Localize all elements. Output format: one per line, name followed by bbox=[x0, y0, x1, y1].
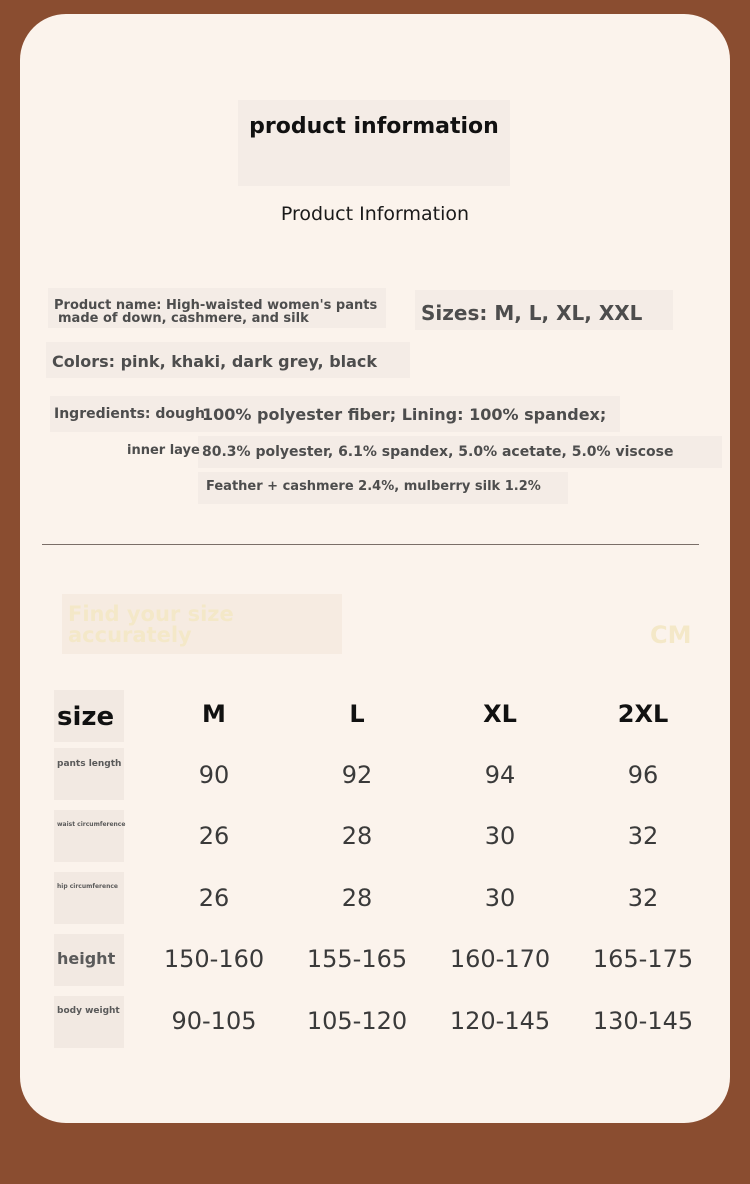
column-header-l: L bbox=[349, 700, 365, 728]
ingredients-line1: 100% polyester fiber; Lining: 100% spandex; bbox=[202, 405, 607, 424]
column-header-xl: XL bbox=[483, 700, 517, 728]
row-label-backdrop bbox=[54, 748, 124, 800]
table-cell: 120-145 bbox=[449, 1007, 551, 1035]
page-title: product information bbox=[249, 114, 499, 139]
table-cell: 26 bbox=[198, 822, 230, 850]
table-cell: 94 bbox=[484, 761, 516, 789]
title-backdrop bbox=[238, 100, 510, 186]
table-cell: 92 bbox=[341, 761, 373, 789]
faded-unit-label: CM bbox=[650, 621, 692, 649]
table-cell: 28 bbox=[341, 822, 373, 850]
column-header-2xl: 2XL bbox=[617, 700, 669, 728]
table-cell: 28 bbox=[341, 884, 373, 912]
table-cell: 26 bbox=[198, 884, 230, 912]
table-cell: 165-175 bbox=[592, 945, 694, 973]
table-cell: 160-170 bbox=[449, 945, 551, 973]
section-divider bbox=[42, 544, 699, 545]
column-header-m: M bbox=[202, 700, 226, 728]
table-cell: 32 bbox=[627, 822, 659, 850]
table-cell: 155-165 bbox=[306, 945, 408, 973]
row-label-height: height bbox=[57, 949, 116, 968]
faded-line1: Find your size bbox=[68, 602, 234, 626]
table-cell: 96 bbox=[627, 761, 659, 789]
table-cell: 150-160 bbox=[163, 945, 265, 973]
colors-text: Colors: pink, khaki, dark grey, black bbox=[52, 352, 378, 371]
inner-layer-label: inner laye bbox=[127, 443, 200, 458]
size-header-label: size bbox=[57, 702, 115, 732]
faded-line2: accurately bbox=[68, 623, 192, 647]
page-subtitle: Product Information bbox=[280, 203, 470, 225]
table-cell: 30 bbox=[484, 884, 516, 912]
row-label-backdrop bbox=[54, 872, 124, 924]
table-cell: 90-105 bbox=[171, 1007, 257, 1035]
row-label-waist-circumference: waist circumference bbox=[57, 821, 126, 828]
ingredients-line3: Feather + cashmere 2.4%, mulberry silk 1.2% bbox=[206, 479, 541, 494]
table-cell: 32 bbox=[627, 884, 659, 912]
table-cell: 105-120 bbox=[306, 1007, 408, 1035]
table-cell: 130-145 bbox=[592, 1007, 694, 1035]
table-cell: 90 bbox=[198, 761, 230, 789]
row-label-hip-circumference: hip circumference bbox=[57, 883, 118, 890]
sizes-text: Sizes: M, L, XL, XXL bbox=[421, 301, 643, 325]
product-name-line1: Product name: High-waisted women's pants bbox=[54, 298, 378, 313]
table-cell: 30 bbox=[484, 822, 516, 850]
ingredients-line2: 80.3% polyester, 6.1% spandex, 5.0% acetate, 5.0% viscose bbox=[202, 444, 674, 460]
product-name-line2: made of down, cashmere, and silk bbox=[58, 311, 309, 326]
row-label-backdrop bbox=[54, 810, 124, 862]
row-label-body-weight: body weight bbox=[57, 1006, 120, 1016]
row-label-backdrop bbox=[54, 996, 124, 1048]
ingredients-label: Ingredients: dough bbox=[54, 406, 205, 422]
faded-banner-text bbox=[68, 604, 234, 646]
row-label-pants-length: pants length bbox=[57, 759, 122, 769]
product-info-card bbox=[20, 14, 730, 1123]
